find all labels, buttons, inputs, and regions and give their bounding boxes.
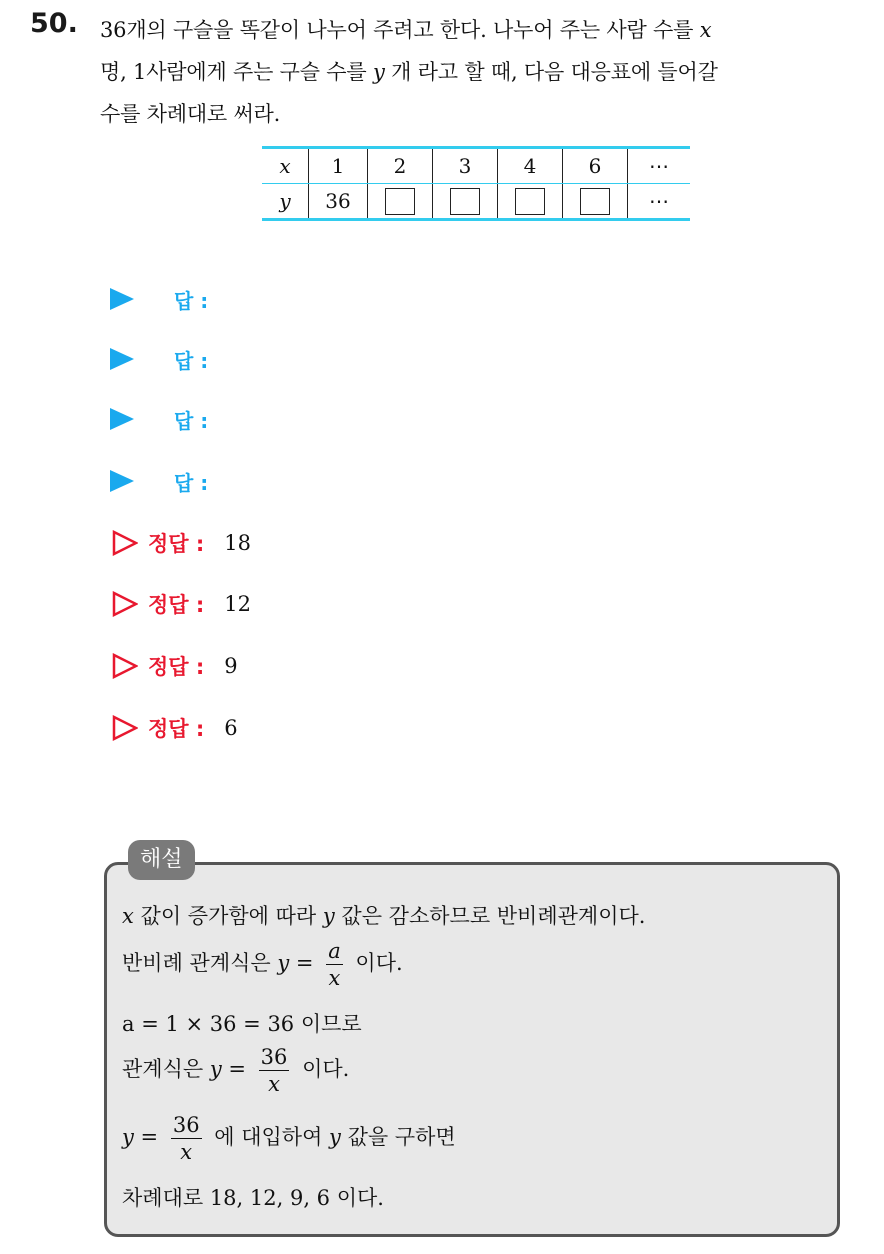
question-line-2: 명, 1사람에게 주는 구슬 수를 y 개 라고 할 때, 다음 대응표에 들어갈 xyxy=(100,60,718,84)
correct-answer-3: 정답 : 9 xyxy=(112,651,238,681)
table-cell: 36 xyxy=(309,184,368,220)
answer-box[interactable] xyxy=(385,188,415,215)
explanation-tag: 해설 xyxy=(128,840,195,880)
question-number: 50. xyxy=(30,8,78,39)
table-cell: 1 xyxy=(309,148,368,184)
correct-value: 12 xyxy=(224,592,252,616)
explanation-line-1: x 값이 증가함에 따라 y 값은 감소하므로 반비례관계이다. xyxy=(122,904,646,928)
explanation-line-3: a = 1 × 36 = 36 이므로 xyxy=(122,1012,362,1036)
table-header-y: y xyxy=(262,184,309,220)
explanation-line-6: 차례대로 18, 12, 9, 6 이다. xyxy=(122,1186,384,1210)
table-cell: 6 xyxy=(563,148,628,184)
filled-triangle-icon xyxy=(110,288,134,310)
answer-box[interactable] xyxy=(450,188,480,215)
question-line-3: 수를 차례대로 써라. xyxy=(100,102,281,126)
outline-triangle-icon xyxy=(112,591,138,617)
outline-triangle-icon xyxy=(112,715,138,741)
correct-answer-1: 정답 : 18 xyxy=(112,528,251,558)
correct-answer-4: 정답 : 6 xyxy=(112,713,238,743)
table-cell: 4 xyxy=(498,148,563,184)
outline-triangle-icon xyxy=(112,653,138,679)
correct-value: 6 xyxy=(224,716,238,740)
filled-triangle-icon xyxy=(110,348,134,370)
table-blank-cell xyxy=(563,184,628,220)
table-row-x xyxy=(262,148,690,184)
fraction: $\frac{36}{x}$ xyxy=(260,1045,288,1096)
question-line-1: 36개의 구슬을 똑같이 나누어 주려고 한다. 나누어 주는 사람 수를 x xyxy=(100,18,712,42)
explanation-line-4: 관계식은 y = $\frac{36}{x}$ 이다. xyxy=(122,1045,350,1096)
outline-triangle-icon xyxy=(112,530,138,556)
filled-triangle-icon xyxy=(110,408,134,430)
table-header-x: x xyxy=(262,148,309,184)
answer-line-3[interactable]: 답 : xyxy=(110,404,208,434)
answer-line-4[interactable]: 답 : xyxy=(110,466,208,496)
correspondence-table xyxy=(262,146,690,221)
fraction: $\frac{a}{x}$ xyxy=(328,939,341,990)
correct-value: 9 xyxy=(224,654,238,678)
fraction: $\frac{36}{x}$ xyxy=(172,1113,200,1164)
filled-triangle-icon xyxy=(110,470,134,492)
explanation-line-5: y = $\frac{36}{x}$ 에 대입하여 y 값을 구하면 xyxy=(122,1113,456,1164)
table-cell: 3 xyxy=(433,148,498,184)
correct-value: 18 xyxy=(224,531,252,555)
table-row-y xyxy=(262,184,690,220)
table-blank-cell xyxy=(498,184,563,220)
answer-box[interactable] xyxy=(580,188,610,215)
answer-line-2[interactable]: 답 : xyxy=(110,344,208,374)
table-cell: 2 xyxy=(368,148,433,184)
table-cell: ⋯ xyxy=(628,184,691,220)
table-blank-cell xyxy=(368,184,433,220)
table-cell: ⋯ xyxy=(628,148,691,184)
table-blank-cell xyxy=(433,184,498,220)
explanation-line-2: 반비례 관계식은 y = $\frac{a}{x}$ 이다. xyxy=(122,939,403,990)
answer-line-1[interactable]: 답 : xyxy=(110,284,208,314)
answer-box[interactable] xyxy=(515,188,545,215)
correct-answer-2: 정답 : 12 xyxy=(112,589,251,619)
